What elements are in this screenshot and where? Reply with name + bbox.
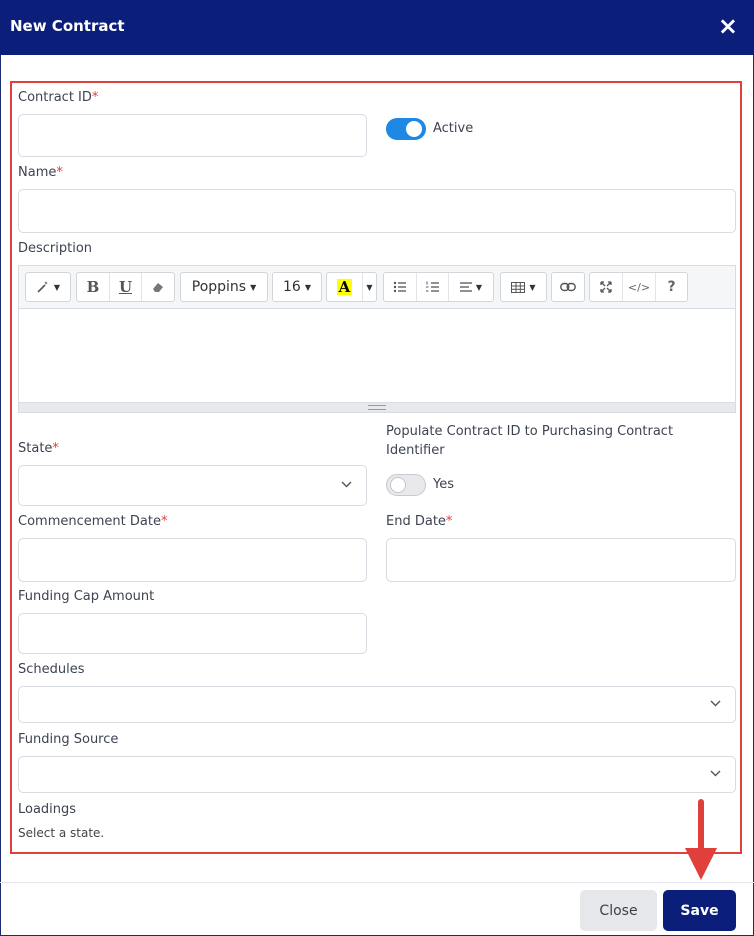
populate-contract-id-label: Populate Contract ID to Purchasing Contract Identifier (386, 424, 674, 458)
view-group (589, 272, 688, 302)
dialog-header (0, 0, 754, 55)
grip-icon (368, 405, 386, 410)
fullscreen-icon (600, 281, 612, 293)
active-toggle[interactable] (386, 118, 426, 140)
funding-cap-amount-label: Funding Cap Amount (18, 589, 155, 604)
state-select[interactable] (18, 465, 367, 506)
code-view-button[interactable] (623, 273, 656, 301)
toggle-knob (406, 121, 422, 137)
funding-source-label: Funding Source (18, 732, 119, 747)
bullet-list-button[interactable] (384, 273, 417, 301)
chevron-down-icon: ▼ (250, 282, 257, 292)
chevron-down-icon: ▼ (475, 282, 483, 292)
close-icon[interactable]: × (717, 12, 738, 40)
chevron-down-icon: ▼ (529, 282, 536, 292)
populate-toggle-yes-label: Yes (433, 477, 454, 492)
editor-resize-handle[interactable] (19, 402, 735, 412)
chevron-down-icon (710, 699, 721, 710)
text-color-button[interactable] (327, 273, 363, 301)
style-group (25, 272, 71, 302)
link-icon (560, 282, 576, 292)
name-input[interactable] (18, 189, 736, 233)
chevron-down-icon: ▼ (53, 282, 61, 292)
schedules-select[interactable] (18, 686, 736, 723)
contract-id-label: Contract ID* (18, 90, 99, 105)
font-family-select[interactable]: Poppins ▼ (191, 279, 257, 295)
font-family-group (180, 272, 268, 302)
underline-button[interactable]: U (110, 273, 142, 301)
help-icon: ? (667, 279, 676, 295)
numbered-list-button[interactable] (417, 273, 449, 301)
bold-button[interactable]: B (77, 273, 110, 301)
fullscreen-button[interactable] (590, 273, 623, 301)
toggle-knob (390, 477, 406, 493)
table-button[interactable] (501, 273, 546, 301)
end-date-label: End Date* (386, 514, 453, 529)
end-date-input[interactable] (386, 538, 736, 582)
chevron-down-icon: ▼ (304, 282, 311, 292)
text-color-dropdown[interactable] (363, 273, 376, 301)
chevron-down-icon (710, 769, 721, 780)
help-button[interactable] (656, 273, 687, 301)
format-group (76, 272, 175, 302)
funding-source-select[interactable] (18, 756, 736, 793)
align-button[interactable] (449, 273, 493, 301)
description-label: Description (18, 241, 93, 256)
magic-wand-icon (36, 280, 50, 294)
loadings-label: Loadings (18, 802, 77, 817)
magic-wand-button[interactable] (26, 273, 70, 301)
numbered-list-icon (426, 281, 440, 293)
save-button[interactable]: Save (663, 890, 736, 931)
funding-cap-amount-input[interactable] (18, 613, 367, 654)
font-size-select[interactable]: 16 ▼ (283, 279, 311, 295)
commencement-date-label: Commencement Date* (18, 514, 168, 529)
code-icon: </> (627, 280, 651, 294)
list-group (383, 272, 494, 302)
populate-contract-id-toggle[interactable] (386, 474, 426, 496)
schedules-label: Schedules (18, 662, 85, 677)
font-size-group (272, 272, 322, 302)
name-label: Name* (18, 165, 63, 180)
editor-toolbar (19, 266, 735, 309)
active-toggle-label: Active (433, 121, 474, 136)
description-text-area[interactable] (19, 309, 735, 404)
contract-id-input[interactable] (18, 114, 367, 157)
link-button[interactable] (552, 273, 584, 301)
link-group (551, 272, 585, 302)
table-icon (511, 282, 525, 293)
align-left-icon (460, 282, 472, 292)
description-editor (18, 265, 736, 413)
annotation-arrow-icon (683, 798, 719, 882)
state-label: State* (18, 441, 59, 456)
color-group (326, 272, 377, 302)
table-group (500, 272, 547, 302)
bullet-list-icon (393, 281, 407, 293)
text-color-icon: A (338, 278, 351, 296)
footer-divider (0, 882, 754, 883)
chevron-down-icon (341, 480, 352, 491)
dialog-title: New Contract (10, 17, 125, 35)
loadings-hint: Select a state. (18, 826, 105, 840)
close-button[interactable]: Close (580, 890, 657, 931)
eraser-button[interactable] (142, 273, 174, 301)
chevron-down-icon: ▼ (366, 282, 373, 292)
eraser-icon (152, 281, 164, 293)
commencement-date-input[interactable] (18, 538, 367, 582)
